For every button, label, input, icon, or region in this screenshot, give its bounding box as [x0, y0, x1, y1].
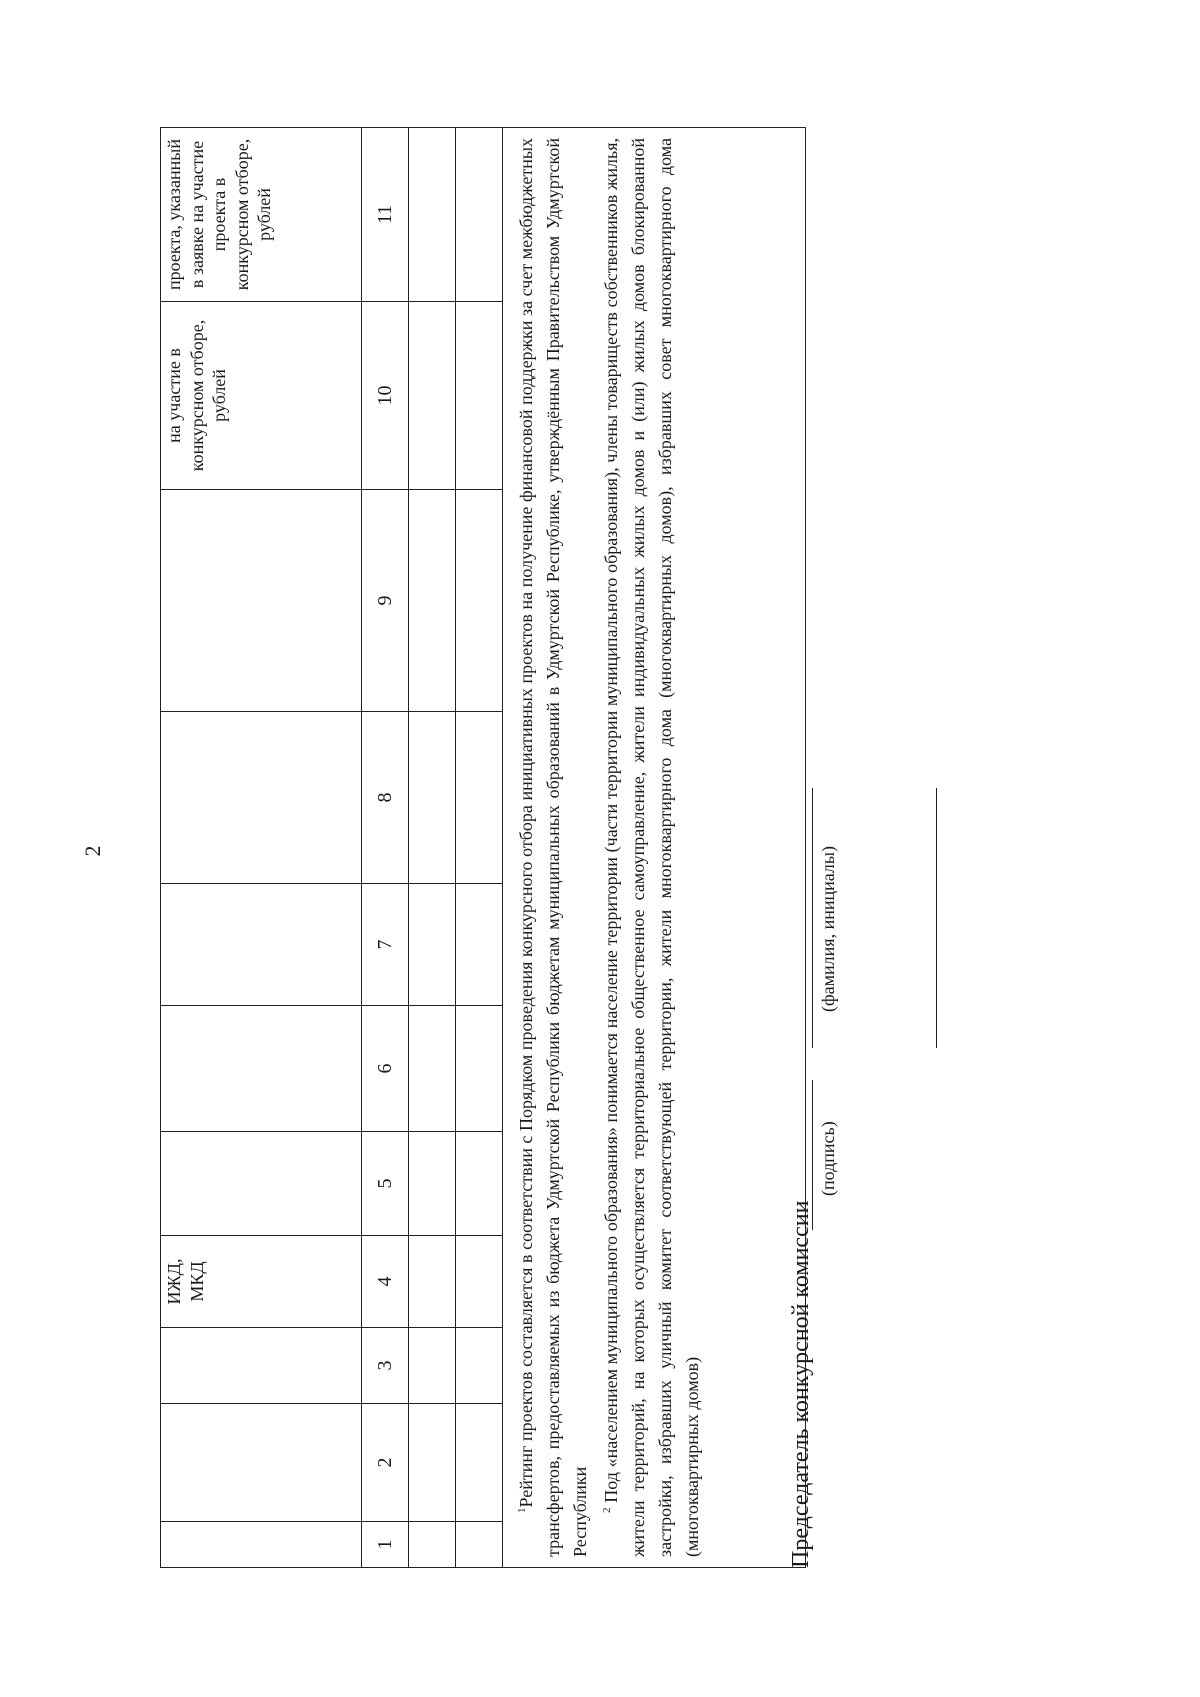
- column-number: 5: [362, 1132, 409, 1236]
- empty-row-2: [456, 128, 503, 1568]
- page-number: 2: [80, 845, 105, 857]
- empty-cell: [409, 1006, 456, 1132]
- column-number: 3: [362, 1328, 409, 1404]
- table-header-row: [161, 128, 362, 1568]
- footnotes-row: [503, 128, 806, 1568]
- column-number: 6: [362, 1006, 409, 1132]
- empty-cell: [409, 1236, 456, 1328]
- empty-cell: [409, 302, 456, 490]
- empty-cell: [409, 1522, 456, 1568]
- footnote-2-text: Под «населением муниципального образования» понимается население территории (части территории муниципального образования), члены товариществ собственников жилья, жители территорий, на которых осуществляется территориальное общественное самоуправление, жители индивидуальных жилых домов и (или) жилых домов блокированной застройки, избравших уличный комитет соответствующей территории, жители многоквартирного дома (многоквартирных домов), избравших совет многоквартирного дома (многоквартирных домов): [601, 137, 702, 1557]
- empty-cell: [456, 884, 503, 1006]
- header-cell-6: [161, 1006, 362, 1132]
- header-cell-10: на участие в конкурсном отборе, рублей: [161, 302, 362, 490]
- empty-cell: [409, 884, 456, 1006]
- footnote-1: [509, 138, 594, 1557]
- footnote-2-mark: 2: [601, 1507, 613, 1513]
- column-number: 9: [362, 490, 409, 712]
- empty-cell: [456, 302, 503, 490]
- empty-cell: [456, 1006, 503, 1132]
- footnotes-cell: [503, 128, 806, 1568]
- empty-cell: [456, 712, 503, 884]
- column-number: 7: [362, 884, 409, 1006]
- project-rating-table: [160, 127, 806, 1568]
- empty-cell: [409, 128, 456, 302]
- empty-cell: [409, 1132, 456, 1236]
- footnote-1-mark: 1: [516, 1507, 528, 1513]
- footnote-1-text: Рейтинг проектов составляется в соответствии с Порядком проведения конкурсного отбора инициативных проектов на получение финансовой поддержки за счет межбюджетных трансфертов, предоставляемых из бюджета Удмуртской Республики бюджетам муниципальных образований в Удмуртской Республике, утверждённым Правительством Удмуртской Республики: [516, 138, 590, 1557]
- column-number: 11: [362, 128, 409, 302]
- signature-block: [788, 128, 848, 1568]
- header-cell-8: [161, 712, 362, 884]
- empty-cell: [456, 1328, 503, 1404]
- name-line: [812, 788, 813, 1048]
- header-cell-7: [161, 884, 362, 1006]
- header-cell-5: [161, 1132, 362, 1236]
- empty-cell: [409, 1404, 456, 1522]
- empty-cell: [409, 712, 456, 884]
- header-cell-11: проекта, указанный в заявке на участие проекта в конкурсном отборе, рублей: [161, 128, 362, 302]
- name-caption: (фамилия, инициалы): [818, 846, 838, 1012]
- header-cell-2: [161, 1404, 362, 1522]
- header-cell-1: [161, 1522, 362, 1568]
- column-number: 10: [362, 302, 409, 490]
- signature-caption: (подпись): [818, 1121, 838, 1196]
- column-number: 8: [362, 712, 409, 884]
- empty-cell: [409, 1328, 456, 1404]
- empty-cell: [456, 1132, 503, 1236]
- column-number-row: [362, 128, 409, 1568]
- empty-cell: [456, 1404, 503, 1522]
- header-cell-3: [161, 1328, 362, 1404]
- landscape-content: [160, 128, 840, 1568]
- column-number: 1: [362, 1522, 409, 1568]
- empty-cell: [456, 490, 503, 712]
- header-cell-9: [161, 490, 362, 712]
- empty-cell: [409, 490, 456, 712]
- signature-line: [812, 1080, 813, 1230]
- extra-line: [936, 788, 937, 1048]
- commission-chair-label: Председатель конкурсной комиссии: [788, 1200, 814, 1568]
- empty-cell: [456, 1236, 503, 1328]
- header-cell-4: ИЖД, МКД: [161, 1236, 362, 1328]
- empty-cell: [456, 1522, 503, 1568]
- column-number: 2: [362, 1404, 409, 1522]
- empty-cell: [456, 128, 503, 302]
- column-number: 4: [362, 1236, 409, 1328]
- empty-row-1: [409, 128, 456, 1568]
- footnote-2: [594, 138, 706, 1557]
